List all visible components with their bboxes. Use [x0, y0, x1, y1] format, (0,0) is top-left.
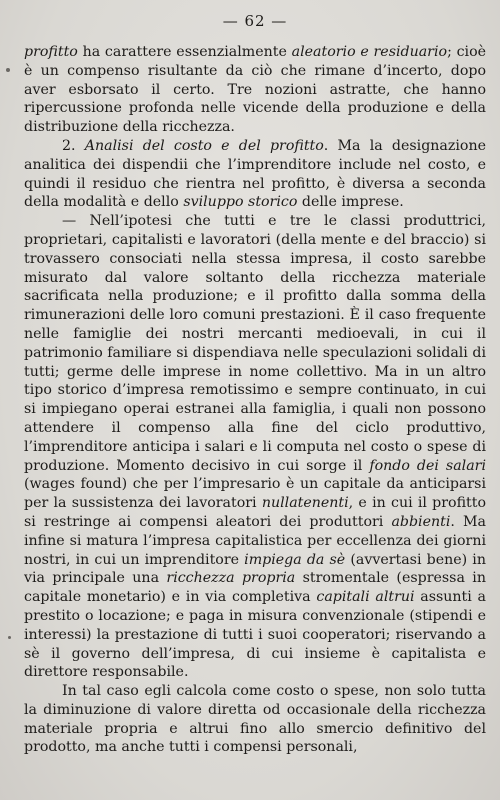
print-speck [6, 68, 10, 72]
text-run: ; cioè è un compenso risultante da ciò che rimane d’incerto, dopo aver esborsato il certo. Tre nozioni astratte, che hanno ripercussione profonda nelle vicende della produzione e della distribuzione della ricchezza. [24, 44, 487, 136]
italic-run: fondo dei salari [369, 457, 486, 474]
paragraph [24, 137, 486, 212]
text-run: ha carattere essenzialmente [77, 44, 292, 60]
text-run: delle imprese. [297, 194, 404, 211]
italic-run: capitali altrui [316, 589, 415, 606]
text-run: — Nell’ipotesi che tutti e tre le classi produttrici, proprietari, capitalisti e lavoratori (della mente e del braccio) si trovassero consociati nella stessa impresa, il costo sarebbe misurato dal valore soltanto della ricchezza materiale sacrificata nella produzione; e il profitto dalla somma della rimunerazioni delle loro comuni prestazioni. È il caso frequente nelle famiglie dei nostri mercanti medioevali, in cui il patrimonio familiare si dispendiava nelle speculazioni solidali di tutti; germe delle imprese in nome collettivo. Ma in un altro tipo storico d’impresa remotissimo e sempre continuato, in cui si impiegano operai estranei alla famiglia, i quali non possono attendere il compenso alla fine del ciclo produttivo, l’imprenditore anticipa i salari e li computa nel costo o spese di produzione. Momento decisivo in cui sorge il [24, 213, 486, 474]
print-speck [8, 636, 11, 639]
italic-run: aleatorio e residuario [291, 44, 448, 60]
paragraph [24, 682, 486, 757]
text-run: , e in cui il profitto si restringe ai compensi aleatori dei produttori [24, 495, 486, 530]
body-text [24, 43, 486, 757]
text-run: . Ma infine si matura l’impresa capitalistica per eccellenza dei giorni nostri, in cui un imprenditore [24, 513, 486, 568]
italic-run: impiega da sè [244, 551, 346, 568]
text-run: assunti a prestito o locazione; e paga in misura convenzionale (stipendi e interessi) la prestazione di tutti i suoi cooperatori; riservando a sè il governo dell’impresa, di cui insieme è capitalista e direttore responsabile. [24, 589, 486, 681]
text-run: (wages found) che per l’impresario è un capitale da anticiparsi per la sussistenza dei lavoratori [24, 476, 486, 512]
text-run: (avvertasi bene) in via principale una [24, 551, 486, 587]
text-run: In tal caso egli calcola come costo o spese, non solo tutta la diminuzione di valore diretta od occasionale della ricchezza materiale propria e altrui fino allo smercio definitivo del prodotto, ma anche tutti i compensi personali, [24, 683, 486, 756]
italic-run: ricchezza propria [166, 570, 296, 587]
italic-run: nullatenenti [261, 495, 349, 512]
text-run: . Ma la designazione analitica dei dispendii che l’imprenditore include nel costo, e quindi il residuo che rientra nel profitto, è diversa a seconda della modalità e dello [24, 137, 486, 211]
text-run: 2. [62, 137, 85, 154]
italic-run: profitto [24, 44, 78, 60]
italic-run: sviluppo storico [183, 194, 298, 211]
paragraph [24, 43, 486, 137]
page-number: — 62 — [222, 12, 288, 30]
paragraph [24, 212, 486, 682]
italic-run: abbienti [391, 513, 451, 530]
text-run: stromentale (espressa in capitale monetario) e in via completiva [24, 570, 486, 606]
italic-run: Analisi del costo e del profitto [84, 137, 324, 154]
